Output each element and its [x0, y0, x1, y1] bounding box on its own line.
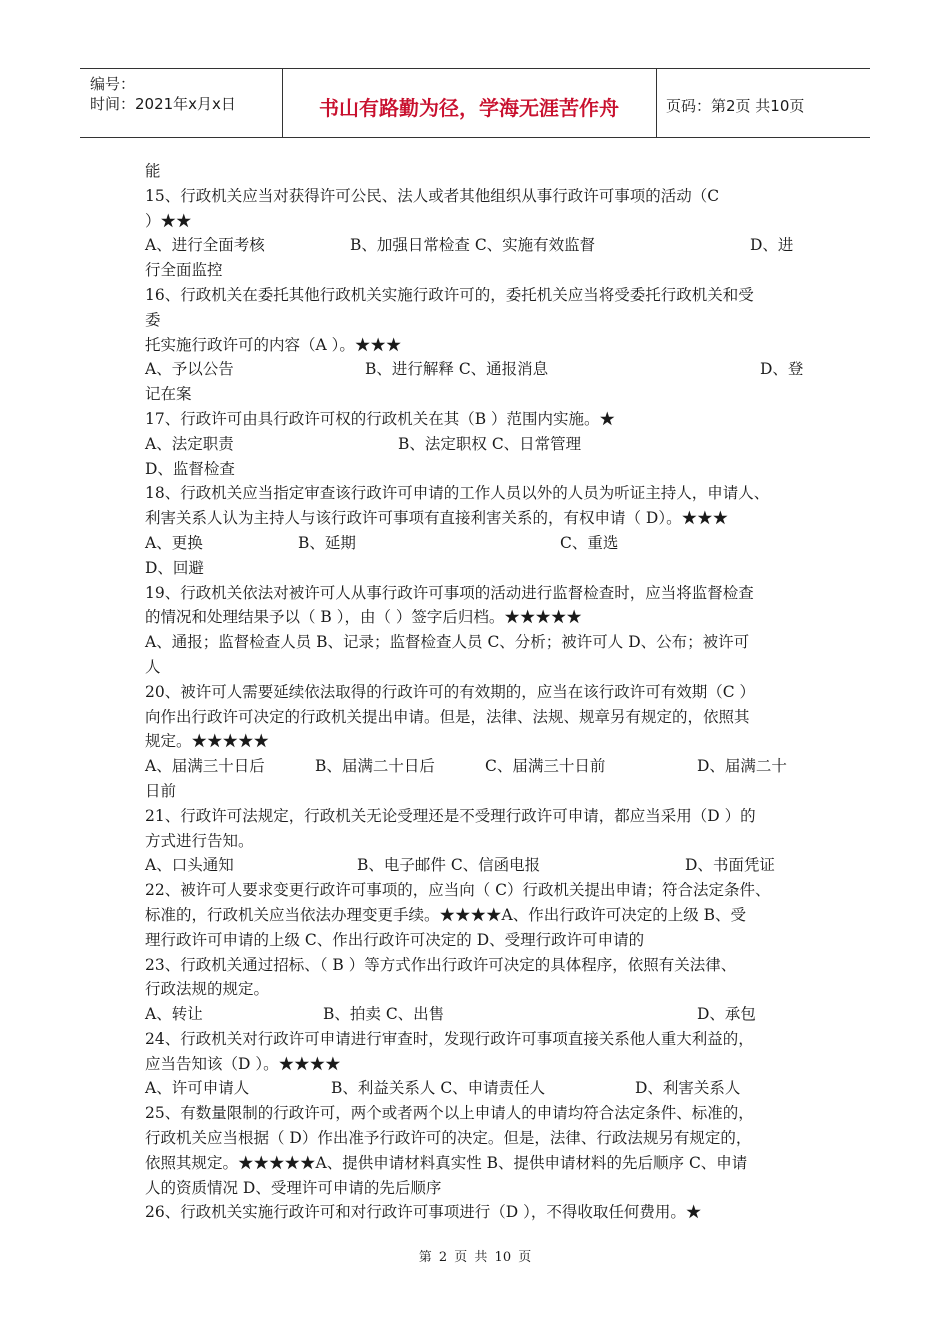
text-line: [145, 1176, 810, 1201]
text-line: [145, 432, 810, 457]
text-line: [145, 531, 810, 556]
line-text: 记在案: [145, 385, 192, 404]
option-text: A、法定职责: [145, 434, 234, 453]
number-label: 编号：: [90, 75, 136, 93]
text-line: [145, 407, 810, 432]
line-text: 行政法规的规定。: [145, 980, 270, 999]
line-text: 的情况和处理结果予以（ B ），由（ ）签字后归档。★★★★★: [145, 608, 582, 627]
option-text: D、届满二十: [697, 757, 787, 776]
line-text: 利害关系人认为主持人与该行政许可事项有直接利害关系的，有权申请（ D）。★★★: [145, 509, 729, 528]
line-text: 理行政许可申请的上级 C、作出行政许可决定的 D、受理行政许可申请的: [145, 930, 645, 949]
text-line: [145, 853, 810, 878]
line-text: 人: [145, 657, 161, 676]
option-text: C、重选: [560, 533, 619, 552]
option-text: C、届满三十日前: [485, 757, 606, 776]
option-text: B、拍卖 C、出售: [323, 1005, 445, 1024]
option-text: D、登: [760, 360, 804, 379]
text-line: [145, 655, 810, 680]
line-text: 日前: [145, 781, 177, 800]
text-line: [145, 1126, 810, 1151]
option-text: D、利害关系人: [635, 1079, 741, 1098]
text-line: [145, 581, 810, 606]
text-line: [145, 829, 810, 854]
text-line: [145, 457, 810, 482]
line-text: 行全面监控: [145, 261, 223, 280]
option-text: D、书面凭证: [685, 856, 775, 875]
option-text: A、届满三十日后: [145, 757, 265, 776]
option-text: B、加强日常检查 C、实施有效监督: [350, 236, 596, 255]
text-line: [145, 779, 810, 804]
line-text: 22、被许可人要求变更行政许可事项的，应当向（ C）行政机关提出申请；符合法定条件、: [145, 881, 771, 900]
line-text: 托实施行政许可的内容（A ）。★★★: [145, 335, 402, 354]
line-text: 人的资质情况 D、受理许可申请的先后顺序: [145, 1178, 442, 1197]
option-text: D、进: [750, 236, 794, 255]
text-line: [145, 928, 810, 953]
text-line: [145, 159, 810, 184]
header-motto-cell: [282, 69, 657, 137]
option-text: B、届满二十日后: [315, 757, 435, 776]
motto: 书山有路勤为径，学海无涯苦作舟: [319, 96, 619, 120]
text-line: [145, 506, 810, 531]
text-line: [145, 977, 810, 1002]
line-text: 17、行政许可由具行政许可权的行政机关在其（B ）范围内实施。★: [145, 409, 616, 428]
line-text: 23、行政机关通过招标、（ B ）等方式作出行政许可决定的具体程序，依照有关法律、: [145, 955, 737, 974]
line-text: 行政机关应当根据（ D）作出准予行政许可的决定。但是，法律、行政法规另有规定的，: [145, 1129, 752, 1148]
option-text: A、口头通知: [145, 856, 234, 875]
text-line: [145, 333, 810, 358]
page-header: [80, 68, 870, 138]
header-meta-cell: [80, 69, 283, 137]
line-text: 方式进行告知。: [145, 831, 254, 850]
line-text: 18、行政机关应当指定审查该行政许可申请的工作人员以外的人员为听证主持人，申请人、: [145, 484, 770, 503]
text-line: [145, 1002, 810, 1027]
line-text: D、回避: [145, 558, 204, 577]
text-line: [145, 357, 810, 382]
option-text: A、进行全面考核: [145, 236, 265, 255]
text-line: [145, 1076, 810, 1101]
option-text: B、法定职权 C、日常管理: [398, 434, 582, 453]
option-text: A、许可申请人: [145, 1079, 250, 1098]
line-text: 21、行政许可法规定，行政机关无论受理还是不受理行政许可申请，都应当采用（D ）的: [145, 806, 756, 825]
text-line: [145, 1101, 810, 1126]
line-text: 25、有数量限制的行政许可，两个或者两个以上申请人的申请均符合法定条件、标准的，: [145, 1104, 754, 1123]
option-text: B、利益关系人 C、申请责任人: [331, 1079, 546, 1098]
line-text: ）★★: [145, 211, 192, 230]
line-text: 委: [145, 310, 161, 329]
line-text: 应当告知该（D ）。★★★★: [145, 1054, 341, 1073]
option-text: B、延期: [298, 533, 356, 552]
line-text: A、通报；监督检查人员 B、记录；监督检查人员 C、分析；被许可人 D、公布；被许可: [145, 633, 750, 652]
option-text: B、电子邮件 C、信函电报: [357, 856, 541, 875]
text-line: [145, 382, 810, 407]
page-info: 页码：第2页 共10页: [666, 97, 805, 115]
text-line: [145, 1027, 810, 1052]
text-line: [145, 705, 810, 730]
text-line: [145, 308, 810, 333]
text-line: [145, 283, 810, 308]
document-body: [145, 159, 810, 1225]
line-text: 19、行政机关依法对被许可人从事行政许可事项的活动进行监督检查时，应当将监督检查: [145, 583, 754, 602]
option-text: B、进行解释 C、通报消息: [365, 360, 549, 379]
text-line: [145, 605, 810, 630]
option-text: A、转让: [145, 1005, 203, 1024]
text-line: [145, 754, 810, 779]
option-text: D、承包: [697, 1005, 756, 1024]
text-line: [145, 1151, 810, 1176]
line-text: 24、行政机关对行政许可申请进行审查时，发现行政许可事项直接关系他人重大利益的，: [145, 1029, 754, 1048]
option-text: A、更换: [145, 533, 203, 552]
text-line: [145, 878, 810, 903]
line-text: 能: [145, 162, 161, 180]
line-text: 向作出行政许可决定的行政机关提出申请。但是，法律、法规、规章另有规定的，依照其: [145, 707, 750, 726]
text-line: [145, 481, 810, 506]
text-line: [145, 680, 810, 705]
line-text: 标准的，行政机关应当依法办理变更手续。★★★★A、作出行政许可决定的上级 B、受: [145, 905, 747, 924]
time-label: 时间：2021年x月x日: [90, 95, 236, 113]
line-text: 16、行政机关在委托其他行政机关实施行政许可的，委托机关应当将受委托行政机关和受: [145, 285, 754, 304]
line-text: 15、行政机关应当对获得许可公民、法人或者其他组织从事行政许可事项的活动（C: [145, 186, 720, 205]
text-line: [145, 1052, 810, 1077]
text-line: [145, 556, 810, 581]
line-text: 规定。★★★★★: [145, 732, 270, 751]
text-line: [145, 209, 810, 234]
option-text: A、予以公告: [145, 360, 234, 379]
line-text: 26、行政机关实施行政许可和对行政许可事项进行（D ），不得收取任何费用。★: [145, 1203, 702, 1222]
text-line: [145, 258, 810, 283]
line-text: D、监督检查: [145, 459, 235, 478]
text-line: [145, 804, 810, 829]
text-line: [145, 1200, 810, 1225]
page-footer: 第 2 页 共 10 页: [418, 1250, 532, 1265]
line-text: 依照其规定。★★★★★A、提供申请材料真实性 B、提供申请材料的先后顺序 C、申请: [145, 1153, 748, 1172]
text-line: [145, 903, 810, 928]
text-line: [145, 953, 810, 978]
line-text: 20、被许可人需要延续依法取得的行政许可的有效期的，应当在该行政许可有效期（C ）: [145, 682, 756, 701]
text-line: [145, 233, 810, 258]
text-line: [145, 630, 810, 655]
text-line: [145, 184, 810, 209]
text-line: [145, 729, 810, 754]
